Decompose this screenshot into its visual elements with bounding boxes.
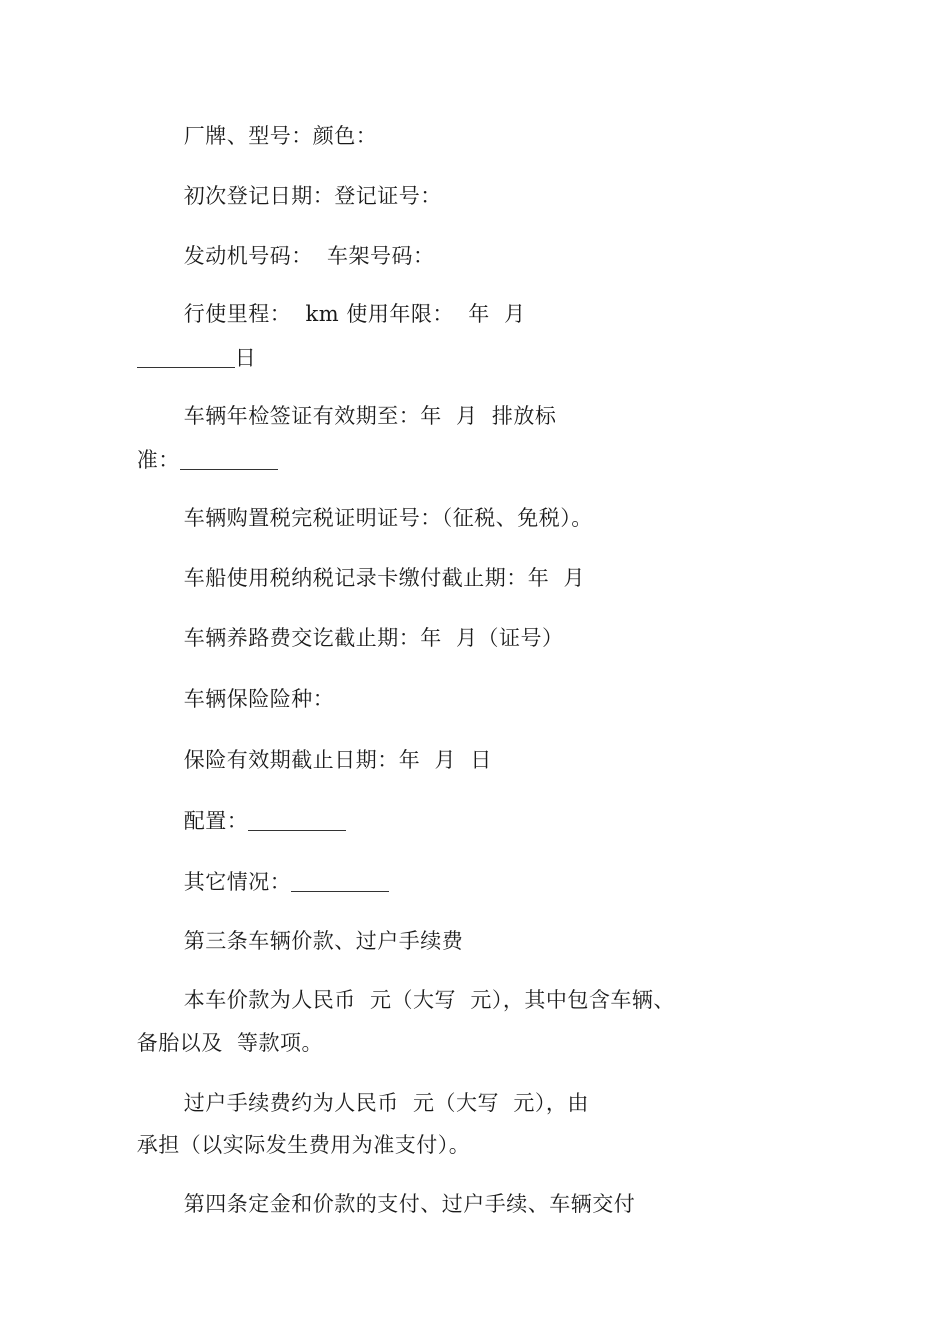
article4-title: 第四条定金和价款的支付、过户手续、车辆交付 — [183, 1192, 636, 1216]
inspection-emission-text: 车辆年检签证有效期至：年 月 排放标 — [183, 404, 557, 428]
other-situation-blank — [291, 890, 389, 892]
vessel-tax-text: 车船使用税纳税记录卡缴付截止期：年 月 — [183, 566, 586, 590]
emission-standard-blank — [180, 468, 278, 470]
configuration-blank — [248, 829, 346, 831]
price-text-1: 本车价款为人民币 元（大写 元），其中包含车辆、 — [183, 988, 675, 1012]
transfer-fee-text-2: 承担（以实际发生费用为准支付）。 — [136, 1133, 471, 1157]
day-blank — [137, 366, 235, 368]
article4-title-line — [155, 1162, 635, 1246]
configuration-label: 配置： — [183, 809, 249, 833]
engine-frame-text: 发动机号码： 车架号码： — [183, 244, 435, 268]
transfer-fee-text-1: 过户手续费约为人民币 元（大写 元），由 — [183, 1091, 589, 1115]
insurance-expiry-text: 保险有效期截止日期：年 月 日 — [183, 748, 492, 772]
article3-title: 第三条车辆价款、过户手续费 — [183, 929, 464, 953]
purchase-tax-text: 车辆购置税完税证明证号：（征税、免税）。 — [183, 506, 593, 530]
emission-standard-label: 准： — [136, 448, 180, 472]
other-situation-label: 其它情况： — [183, 870, 292, 894]
price-text-2: 备胎以及 等款项。 — [136, 1031, 324, 1055]
insurance-type-text: 车辆保险险种： — [183, 687, 335, 711]
road-fee-text: 车辆养路费交讫截止期：年 月（证号） — [183, 626, 564, 650]
mileage-years-text: 行使里程： km 使用年限： 年 月 — [183, 302, 526, 326]
day-text: 日 — [234, 346, 257, 370]
brand-model-color-text: 厂牌、型号：颜色： — [183, 124, 378, 148]
first-registration-text: 初次登记日期：登记证号： — [183, 184, 442, 208]
